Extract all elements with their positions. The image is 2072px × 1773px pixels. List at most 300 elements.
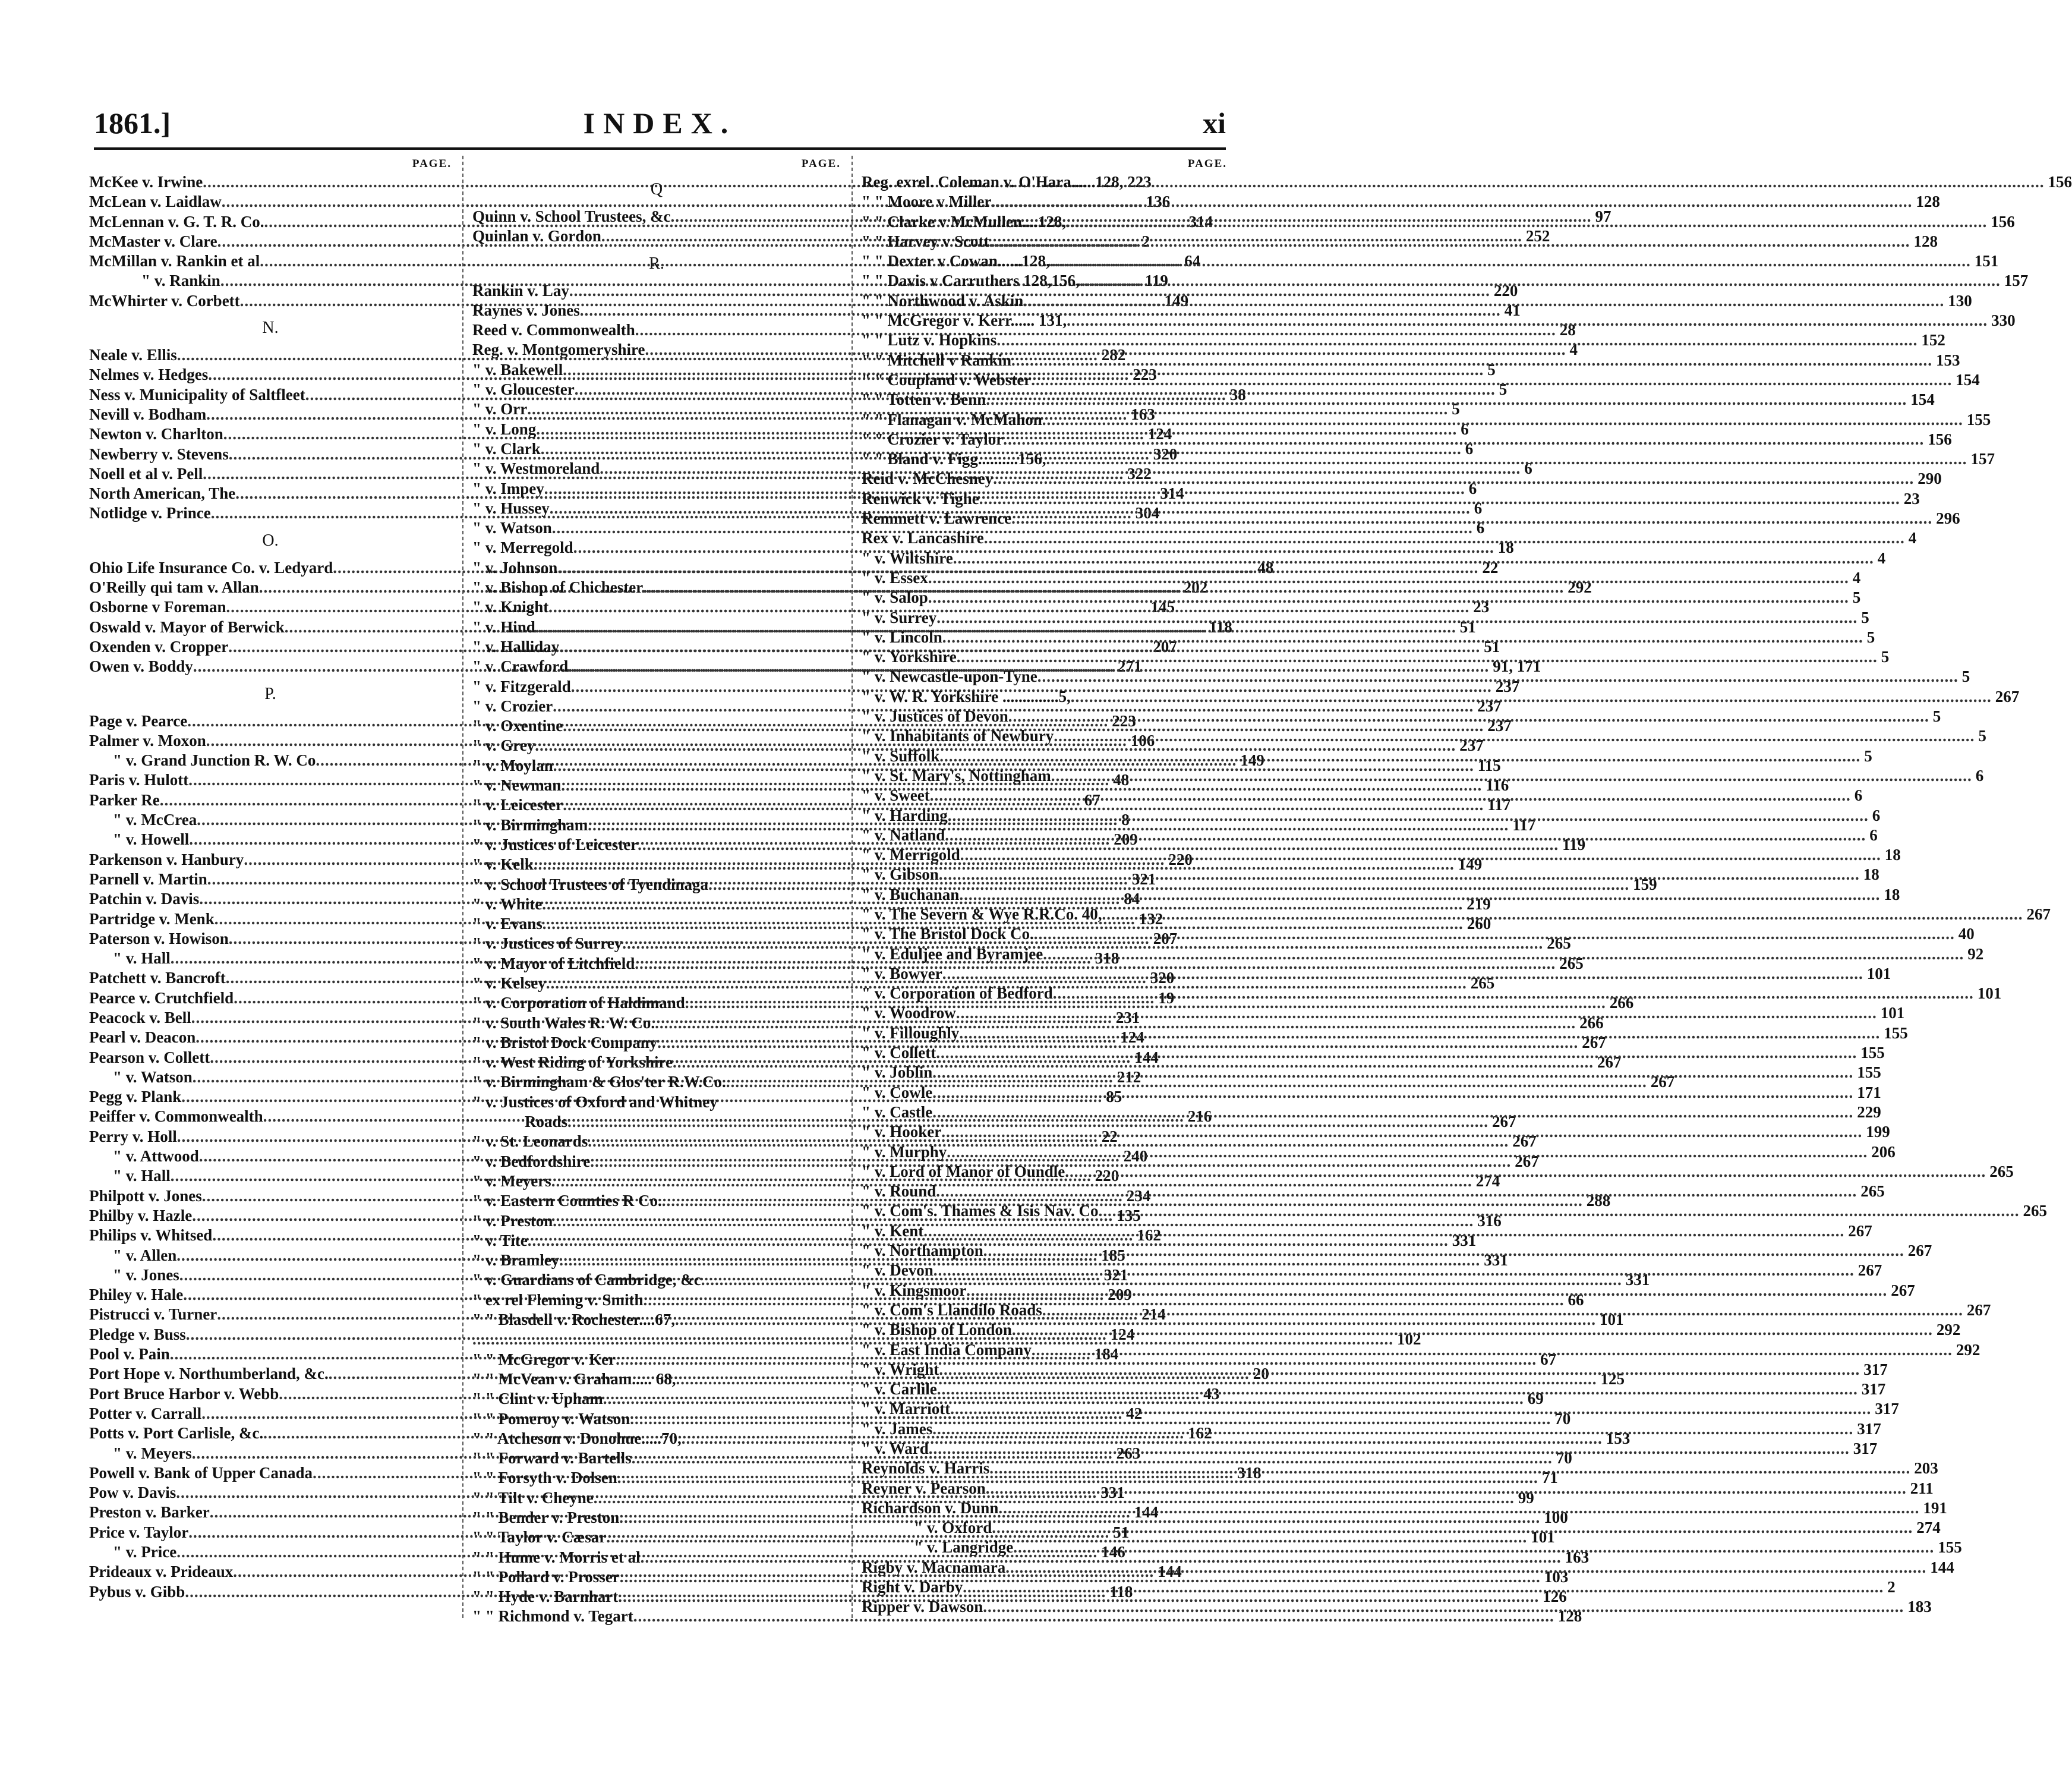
entry-case-name: " v. Devon (862, 1261, 933, 1280)
entry-page-number: 314 (1188, 212, 1213, 231)
entry-page-number: 237 (1459, 736, 1484, 755)
entry-case-name: " v. Justices of Devon (862, 707, 1008, 726)
entry-page-number: 101 (1866, 964, 1891, 982)
entry-page-number: 214 (1141, 1305, 1166, 1324)
entry-case-name: Reed v. Commonwealth (472, 321, 635, 339)
entry-page-number: 149 (1164, 291, 1189, 310)
entry-page-number: 162 (1188, 1424, 1212, 1443)
dot-leader (945, 826, 1866, 845)
entry-case-name: Peacock v. Bell (89, 1008, 191, 1026)
dot-leader (1032, 1340, 1953, 1360)
entry-page-number: 317 (1863, 1360, 1888, 1378)
entry-page-number: 318 (1237, 1463, 1262, 1482)
entry-page-number: 318 (1095, 949, 1119, 968)
entry-case-name: " " Flanagan v. McMahon (862, 410, 1042, 429)
entry-case-name: " " Blasdell v. Rochester....67, (472, 1311, 675, 1329)
dot-leader (1037, 667, 1959, 686)
entry-page-number: 85 (1106, 1088, 1122, 1106)
entry-case-name: " v. Orr (472, 400, 528, 418)
entry-page-number: 265 (1860, 1182, 1885, 1201)
entry-case-name: " v. Ward (862, 1440, 929, 1457)
entry-case-name: " v. Kingsmoor (862, 1281, 967, 1299)
entry-page-number: 216 (1187, 1107, 1212, 1126)
dot-leader (953, 549, 1874, 568)
entry-page-number: 292 (1936, 1321, 1961, 1339)
dot-leader (1005, 1558, 1926, 1577)
entry-case-name: " " Coupland v. Webster (862, 370, 1032, 389)
entry-page-number: 70 (1556, 1449, 1572, 1467)
entry-case-name: Roads (525, 1113, 568, 1131)
entry-case-name: " v. Jones (113, 1265, 179, 1284)
entry-case-name: " " Crozier v. Taylor (862, 430, 1004, 448)
entry-page-number: 128 (1557, 1607, 1582, 1626)
entry-case-name: " v. Evans (472, 915, 543, 933)
index-entry (862, 251, 1999, 271)
dot-leader (984, 528, 1905, 548)
entry-case-name: Prideaux v. Prideaux (89, 1563, 234, 1581)
entry-page-number: 320 (1153, 445, 1178, 463)
entry-case-name: Parkenson v. Hanbury (89, 850, 244, 868)
entry-page-number: 91, 171 (1493, 657, 1541, 676)
entry-page-number: 219 (1467, 895, 1491, 913)
page-column-label: PAGE. (1187, 158, 1227, 170)
entry-page-number: 331 (1452, 1231, 1477, 1249)
dot-leader (1071, 687, 1992, 707)
dot-leader (939, 865, 1860, 884)
entry-page-number: 101 (1880, 1004, 1905, 1022)
entry-page-number: 115 (1477, 756, 1501, 774)
entry-case-name: " v. Corporation of Haldimand (472, 994, 685, 1012)
entry-case-name: " v. East India Company (862, 1340, 1032, 1359)
entry-page-number: 5 (1961, 667, 1970, 686)
dot-leader (956, 1003, 1877, 1023)
entry-page-number: 151 (1974, 252, 1999, 270)
entry-case-name: McMillan v. Rankin et al (89, 252, 260, 270)
entry-page-number: 163 (1131, 405, 1155, 423)
dot-leader (986, 1479, 1907, 1498)
entry-page-number: 207 (1153, 929, 1178, 947)
entry-case-name: " v. Bowyer (862, 964, 942, 982)
entry-case-name: Ripper v. Dawson (862, 1598, 983, 1616)
entry-case-name: " v. Filloughly (862, 1024, 960, 1042)
entry-page-number: 209 (1108, 1286, 1132, 1304)
entry-page-number: 4 (1908, 529, 1917, 547)
dot-leader (959, 885, 1880, 905)
dot-leader (928, 568, 1849, 588)
entry-case-name: " v. Langridge (914, 1538, 1014, 1557)
entry-page-number: 2 (1887, 1578, 1896, 1596)
entry-page-number: 153 (1606, 1429, 1631, 1447)
dot-leader (1008, 707, 1929, 726)
dot-leader (1080, 271, 2001, 291)
entry-case-name: Price v. Taylor (89, 1523, 189, 1541)
entry-page-number: 184 (1094, 1345, 1119, 1363)
entry-case-name: Reynolds v. Harris (862, 1459, 990, 1478)
entry-page-number: 265 (2023, 1202, 2048, 1220)
dot-leader (1011, 509, 1932, 528)
entry-page-number: 220 (1095, 1167, 1119, 1185)
entry-case-name: " " Hume v. Morris et al (472, 1548, 641, 1566)
entry-page-number: 267 (1597, 1053, 1622, 1072)
entry-case-name: " v. Crawford (472, 657, 569, 676)
entry-page-number: 4 (1569, 341, 1578, 359)
entry-case-name: Right v. Darby (862, 1578, 963, 1596)
index-entry (862, 1083, 1881, 1103)
entry-page-number: 152 (1921, 331, 1945, 349)
dot-leader (1046, 449, 1967, 469)
entry-page-number: 28 (1559, 321, 1576, 339)
entry-case-name: " " Clarke v McMullen....128, (862, 212, 1067, 231)
dot-leader (1067, 311, 1988, 330)
entry-page-number: 183 (1907, 1598, 1932, 1616)
entry-case-name: " v. Watson (113, 1067, 193, 1086)
entry-case-name: " v. Marriott (862, 1400, 951, 1418)
dot-leader (989, 1459, 1910, 1478)
dot-leader (979, 489, 1900, 509)
header-title: INDEX. (583, 106, 737, 140)
entry-case-name: " v. Halliday (472, 637, 560, 656)
entry-page-number: 231 (1115, 1008, 1140, 1026)
entry-page-number: 267 (1650, 1073, 1675, 1091)
entry-case-name: North American, The (89, 484, 236, 503)
dot-leader (948, 806, 1869, 826)
entry-page-number: 288 (1586, 1192, 1611, 1210)
entry-page-number: 5 (1487, 360, 1496, 379)
entry-case-name: " " McVean v. Graham..... 68, (472, 1369, 676, 1388)
entry-page-number: 5 (1861, 608, 1869, 626)
entry-page-number: 5 (1452, 400, 1460, 418)
entry-page-number: 128 (1913, 232, 1938, 250)
entry-page-number: 23 (1473, 598, 1490, 616)
entry-page-number: 43 (1203, 1384, 1220, 1403)
entry-case-name: Quinn v. School Trustees, &c (472, 207, 671, 225)
entry-case-name: McWhirter v. Corbett (89, 291, 240, 310)
entry-case-name: Patchin v. Davis (89, 890, 200, 908)
dot-leader (939, 1360, 1860, 1380)
entry-page-number: 38 (1229, 385, 1246, 404)
entry-case-name: " v. Natland (862, 826, 945, 844)
entry-case-name: " v. Tite (472, 1231, 528, 1249)
entry-page-number: 156 (1928, 430, 1952, 448)
dot-leader (957, 647, 1878, 667)
dot-leader (1123, 172, 2044, 192)
entry-case-name: " v. St. Leonards (472, 1132, 588, 1151)
entry-page-number: 6 (1468, 479, 1477, 497)
entry-case-name: " v. Newman (472, 776, 562, 795)
index-entry (862, 351, 1960, 370)
entry-case-name: " v. Harding (862, 806, 948, 824)
entry-page-number: 266 (1609, 994, 1634, 1012)
dot-leader (1102, 905, 2023, 924)
entry-case-name: " v. Yorkshire (862, 648, 957, 666)
entry-case-name: " v. Suffolk (862, 747, 940, 765)
entry-case-name: " " Forsyth v. Dolsen (472, 1469, 617, 1487)
entry-page-number: 267 (1492, 1113, 1516, 1131)
section-letter: N. (262, 319, 279, 338)
dot-leader (966, 1281, 1887, 1300)
entry-case-name: " " Pomeroy v. Watson (472, 1409, 630, 1428)
dot-leader (991, 192, 1912, 212)
entry-page-number: 265 (1547, 934, 1571, 953)
entry-page-number: 2 (1141, 232, 1150, 250)
entry-case-name: " v. Surrey (862, 608, 937, 626)
dot-leader (986, 390, 1907, 410)
entry-page-number: 20 (1253, 1365, 1269, 1383)
entry-page-number: 144 (1134, 1503, 1159, 1522)
entry-page-number: 234 (1126, 1186, 1151, 1205)
dot-leader (923, 1221, 1844, 1241)
entry-page-number: 292 (1568, 578, 1592, 597)
entry-page-number: 6 (1465, 439, 1474, 458)
dot-leader (1023, 291, 1944, 311)
entry-page-number: 97 (1595, 207, 1611, 225)
entry-page-number: 42 (1126, 1404, 1143, 1422)
entry-page-number: 154 (1910, 390, 1935, 409)
entry-page-number: 185 (1101, 1246, 1125, 1264)
entry-page-number: 162 (1137, 1226, 1161, 1245)
entry-case-name: " v. Inhabitants of Newbury (862, 727, 1054, 745)
dot-leader (983, 1241, 1904, 1261)
dot-leader (1011, 351, 1932, 370)
entry-page-number: 124 (1147, 425, 1172, 443)
dot-leader (1012, 1320, 1933, 1340)
entry-page-number: 154 (1956, 370, 1980, 389)
column-divider (462, 156, 463, 1618)
entry-case-name: " v. Essex (862, 568, 928, 587)
entry-case-name: " v. Merregold (472, 538, 573, 557)
index-entry (472, 301, 1521, 320)
entry-case-name: " v. Lord of Manor of Oundle (862, 1162, 1065, 1180)
entry-page-number: 40 (1958, 925, 1975, 943)
dot-leader (932, 1419, 1853, 1439)
entry-case-name: " v. Lincoln (862, 628, 942, 646)
entry-case-name: Notlidge v. Prince (89, 504, 211, 522)
entry-case-name: Pledge v. Buss (89, 1325, 186, 1343)
entry-case-name: " v. Justices of Surrey (472, 934, 623, 953)
entry-case-name: " v. Wiltshire (862, 549, 953, 567)
entry-case-name: " v. Com's. Thames & Isis Nav. Co (862, 1202, 1099, 1220)
entry-case-name: " v. Round (862, 1182, 936, 1201)
entry-page-number: 6 (1975, 766, 1984, 785)
entry-case-name: Newberry v. Stevens (89, 445, 229, 463)
entry-page-number: 69 (1527, 1390, 1544, 1408)
entry-page-number: 124 (1110, 1325, 1135, 1343)
entry-case-name: " v. Bedfordshire (472, 1152, 591, 1170)
entry-page-number: 101 (1599, 1311, 1624, 1329)
entry-case-name: Oxenden v. Cropper (89, 637, 229, 656)
entry-case-name: " v. White (472, 895, 543, 913)
dot-leader (1042, 1300, 1963, 1320)
entry-page-number: 267 (1995, 687, 2020, 706)
entry-page-number: 296 (1936, 509, 1960, 528)
entry-case-name: " " Richmond v. Tegart (472, 1607, 633, 1626)
entry-page-number: 331 (1484, 1251, 1508, 1270)
entry-page-number: 223 (1133, 366, 1157, 384)
dot-leader (963, 1577, 1884, 1597)
entry-case-name: Potter v. Carrall (89, 1404, 202, 1422)
dot-leader (936, 1182, 1857, 1201)
entry-case-name: " " Davis v Carruthers 128,156, (862, 272, 1080, 290)
entry-case-name: McLennan v. G. T. R. Co. (89, 212, 264, 231)
entry-page-number: 66 (1568, 1290, 1584, 1309)
entry-page-number: 6 (1869, 826, 1878, 844)
entry-case-name: Rigby v. Macnamara (862, 1558, 1006, 1576)
entry-case-name: " v. Grey (472, 736, 535, 755)
header-page-number: xi (1203, 106, 1226, 140)
entry-page-number: 260 (1467, 915, 1491, 933)
dot-leader (992, 1518, 1913, 1538)
entry-case-name: " ex rel Fleming v. Smith (472, 1290, 644, 1309)
dot-leader (929, 1439, 1850, 1459)
entry-case-name: " v. Mayor of Litchfield (472, 954, 635, 972)
entry-page-number: 330 (1991, 311, 2016, 330)
entry-page-number: 51 (1459, 618, 1476, 636)
entry-case-name: " " Bender v. Preston (472, 1509, 620, 1526)
entry-case-name: " v. Kent (862, 1221, 924, 1240)
entry-page-number: 149 (1240, 751, 1264, 770)
entry-case-name: " v. Wright (862, 1360, 939, 1378)
entry-page-number: 92 (1967, 944, 1984, 963)
entry-case-name: Nevill v. Bodham (89, 405, 207, 423)
entry-case-name: " v. Long (472, 420, 537, 438)
entry-case-name: " v. Collett (862, 1044, 936, 1062)
entry-page-number: 209 (1114, 830, 1138, 849)
entry-page-number: 146 (1101, 1543, 1125, 1561)
entry-case-name: " v. Murphy (862, 1142, 947, 1161)
entry-page-number: 207 (1153, 637, 1177, 656)
dot-leader (960, 845, 1881, 865)
entry-case-name: " v. Howell (113, 830, 190, 849)
entry-case-name: " v. Bishop of London (862, 1321, 1012, 1339)
entry-case-name: " v. The Bristol Dock Co. (862, 925, 1034, 943)
entry-case-name: " v. Preston (472, 1211, 553, 1230)
dot-leader (939, 747, 1860, 766)
dot-leader (941, 1122, 1862, 1142)
entry-case-name: " v. Kelk (472, 855, 534, 874)
entry-case-name: " " Bland v. Figg..........156, (862, 450, 1046, 468)
entry-page-number: 155 (1860, 1044, 1885, 1062)
entry-page-number: 23 (1903, 489, 1920, 508)
entry-case-name: " v. Northampton (862, 1242, 983, 1260)
entry-case-name: " v. Eduljee and Byramjee (862, 944, 1043, 963)
entry-page-number: 157 (2004, 272, 2029, 290)
entry-case-name: " v. Justices of Leicester (472, 835, 638, 854)
entry-page-number: 202 (1183, 578, 1208, 597)
entry-case-name: Paris v. Hulott (89, 771, 189, 789)
entry-page-number: 267 (2026, 905, 2051, 923)
entry-page-number: 51 (1113, 1523, 1130, 1541)
entry-page-number: 317 (1857, 1419, 1881, 1438)
entry-case-name: " " Harvey v Scott (862, 232, 989, 250)
entry-case-name: Ness v. Municipality of Saltfleet (89, 385, 305, 404)
dot-leader (1051, 766, 1972, 786)
entry-case-name: " v. Birmingham (472, 815, 588, 834)
entry-case-name: " v. Gloucester (472, 380, 575, 399)
entry-page-number: 203 (1914, 1459, 1938, 1478)
entry-page-number: 5 (1864, 747, 1872, 765)
entry-page-number: 22 (1482, 558, 1499, 577)
dot-leader (932, 1063, 1853, 1082)
entry-case-name: Potts v. Port Carlisle, &c. (89, 1424, 264, 1443)
entry-page-number: 119 (1562, 835, 1586, 854)
entry-page-number: 124 (1120, 1028, 1144, 1047)
entry-case-name: " v. Impey (472, 479, 544, 497)
entry-case-name: Philips v. Whitsed (89, 1226, 213, 1245)
page-column-label: PAGE. (412, 158, 452, 170)
entry-case-name: Reyner v. Pearson (862, 1479, 986, 1497)
entry-page-number: 64 (1184, 252, 1201, 270)
entry-page-number: 317 (1853, 1440, 1878, 1457)
entry-case-name: " v. Eastern Counties R Co. (472, 1192, 662, 1210)
entry-case-name: " v. McCrea (113, 811, 197, 829)
page-column-label: PAGE. (801, 158, 841, 170)
entry-page-number: 135 (1117, 1206, 1141, 1224)
entry-page-number: 267 (1966, 1300, 1991, 1319)
entry-page-number: 153 (1936, 351, 1960, 369)
dot-leader (930, 786, 1851, 805)
entry-case-name: Nelmes v. Hedges (89, 366, 209, 384)
entry-page-number: 290 (1918, 470, 1942, 488)
entry-case-name: " v. Rankin (141, 272, 220, 290)
entry-page-number: 267 (1848, 1221, 1872, 1240)
dot-leader (942, 628, 1863, 647)
entry-page-number: 22 (1101, 1127, 1118, 1145)
entry-case-name: " v. Bramley (472, 1251, 560, 1270)
entry-page-number: 6 (1872, 806, 1881, 824)
entry-page-number: 237 (1477, 697, 1502, 715)
entry-page-number: 116 (1486, 776, 1509, 795)
page-header (94, 106, 1226, 147)
entry-page-number: 101 (1531, 1528, 1555, 1547)
index-entry (862, 509, 1960, 528)
index-entry (472, 697, 1502, 716)
entry-case-name: Pearl v. Deacon (89, 1028, 196, 1047)
dot-leader (1042, 410, 1963, 430)
header-year: 1861.] (94, 106, 171, 140)
entry-page-number: 331 (1100, 1484, 1125, 1502)
entry-case-name: McKee v. Irwine (89, 173, 203, 191)
entry-case-name: " v. Moylan (472, 756, 553, 774)
entry-case-name: McMaster v. Clare (89, 232, 217, 250)
entry-case-name: Reg. exrel. Coleman v. O'Hara......128, (862, 173, 1124, 191)
entry-case-name: Pybus v. Gibb (89, 1582, 185, 1601)
entry-case-name: " v. W. R. Yorkshire ..............5, (862, 687, 1071, 706)
entry-page-number: 316 (1477, 1211, 1502, 1230)
entry-page-number: 267 (1891, 1281, 1915, 1299)
entry-page-number: 220 (1493, 281, 1518, 300)
index-entry (862, 192, 1940, 212)
entry-case-name: " v. Johnson (472, 558, 558, 577)
entry-page-number: 212 (1117, 1067, 1141, 1086)
entry-page-number: 126 (1543, 1588, 1567, 1606)
entry-case-name: " v. Knight (472, 598, 549, 616)
dot-leader (1065, 1162, 1986, 1182)
index-entry (862, 430, 1952, 449)
entry-page-number: 117 (1487, 796, 1511, 814)
entry-page-number: 119 (1144, 272, 1168, 290)
entry-case-name: Noell et al v. Pell (89, 464, 203, 483)
dot-leader (942, 964, 1863, 984)
entry-page-number: 155 (1938, 1538, 1962, 1557)
entry-page-number: 263 (1116, 1444, 1141, 1462)
entry-page-number: 155 (1966, 410, 1991, 429)
entry-case-name: Newton v. Charlton (89, 425, 223, 443)
entry-case-name: Ohio Life Insurance Co. v. Ledyard (89, 558, 333, 577)
entry-page-number: 4 (1877, 549, 1886, 567)
entry-page-number: 163 (1565, 1548, 1590, 1566)
entry-page-number: 211 (1910, 1479, 1934, 1497)
dot-leader (932, 1103, 1853, 1122)
